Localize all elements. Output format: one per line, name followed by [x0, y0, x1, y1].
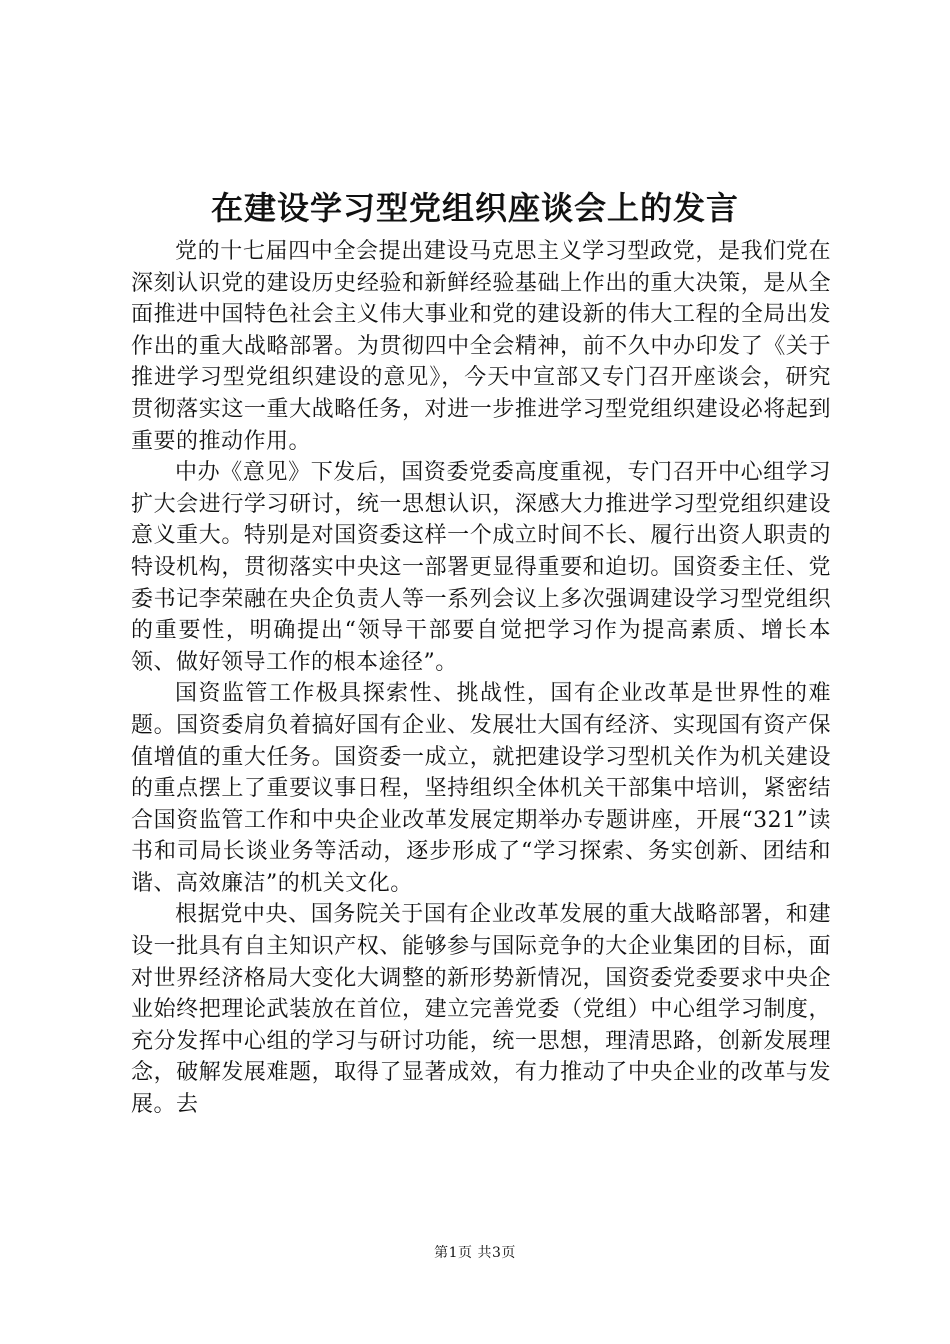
paragraph-2: 中办《意见》下发后，国资委党委高度重视，专门召开中心组学习扩大会进行学习研讨，统一思想认识，深感大力推进学习型党组织建设意义重大。特别是对国资委这样一个成立时间不长、履行出资人职责的特设机构，贯彻落实中央这一部署更显得重要和迫切。国资委主任、党委书记李荣融在央企负责人等一系列会议上多次强调建设学习型党组织的重要性，明确提出“领导干部要自觉把学习作为提高素质、增长本领、做好领导工作的根本途径”。: [131, 460, 831, 675]
document-body: [131, 236, 831, 1121]
paragraph-4: 根据党中央、国务院关于国有企业改革发展的重大战略部署，和建设一批具有自主知识产权、能够参与国际竞争的大企业集团的目标，面对世界经济格局大变化大调整的新形势新情况，国资委党委要求中央企业始终把理论武装放在首位，建立完善党委（党组）中心组学习制度，充分发挥中心组的学习与研讨功能，统一思想，理清思路，创新发展理念，破解发展难题，取得了显著成效，有力推动了中央企业的改革与发展。去: [131, 902, 831, 1118]
paragraph-3: 国资监管工作极具探索性、挑战性，国有企业改革是世界性的难题。国资委肩负着搞好国有企业、发展壮大国有经济、实现国有资产保值增值的重大任务。国资委一成立，就把建设学习型机关作为机关建设的重点摆上了重要议事日程，坚持组织全体机关干部集中培训，紧密结合国资监管工作和中央企业改革发展定期举办专题讲座，开展“321”读书和司局长谈业务等活动，逐步形成了“学习探索、务实创新、团结和谐、高效廉洁”的机关文化。: [131, 681, 831, 896]
page-footer: 第1页 共3页: [434, 1245, 516, 1261]
paragraph-1: 党的十七届四中全会提出建设马克思主义学习型政党，是我们党在深刻认识党的建设历史经验和新鲜经验基础上作出的重大决策，是从全面推进中国特色社会主义伟大事业和党的建设新的伟大工程的全局出发作出的重大战略部署。为贯彻四中全会精神，前不久中办印发了《关于推进学习型党组织建设的意见》，今天中宣部又专门召开座谈会，研究贯彻落实这一重大战略任务，对进一步推进学习型党组织建设必将起到重要的推动作用。: [131, 239, 831, 454]
document-title: 在建设学习型党组织座谈会上的发言: [210, 189, 739, 227]
